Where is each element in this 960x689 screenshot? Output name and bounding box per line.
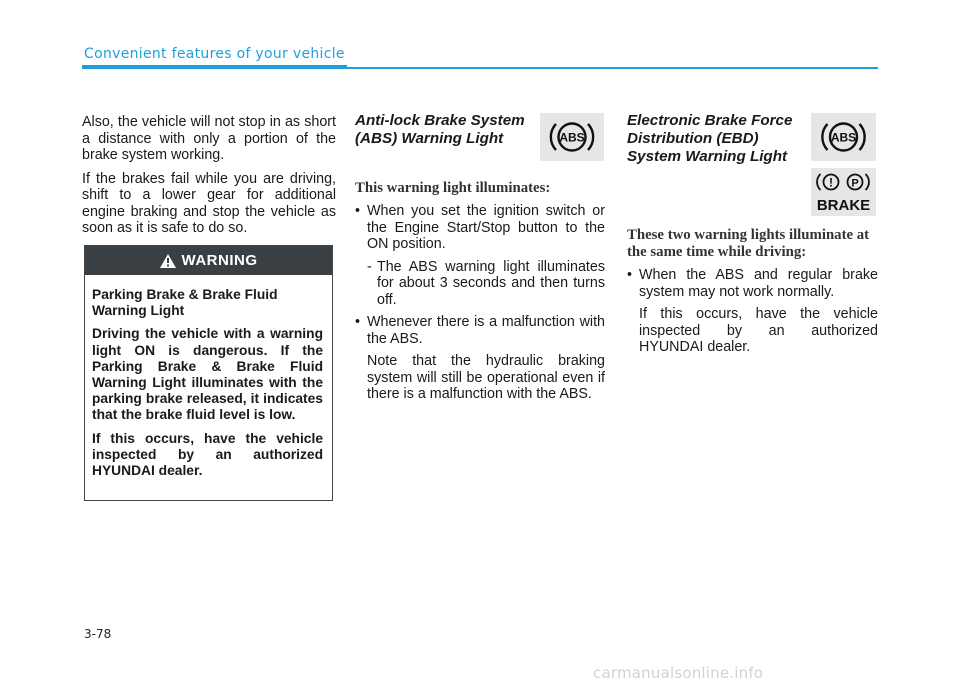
ebd-bullet-1: • When the ABS and regular brake system may not work normally. — [627, 267, 878, 300]
warning-paragraph-1: Driving the vehicle with a warning light ON is dangerous. If the Parking Brake & Brake Fluid Warning Light illuminates with the parking brake released, it indicates that the brake fluid level is low. — [92, 326, 323, 423]
abs-section-title: Anti-lock Brake System (ABS) Warning Light — [355, 112, 525, 147]
watermark: carmanualsonline.info — [593, 664, 764, 682]
page-number: 3-78 — [84, 627, 112, 641]
header-rule-thin — [347, 67, 878, 69]
abs-bullet-2: • Whenever there is a malfunction with the ABS. — [355, 314, 605, 347]
parking-brake-warning-icon — [811, 168, 876, 216]
warning-triangle-icon — [160, 254, 176, 268]
paragraph-partial-braking: Also, the vehicle will not stop in as short a distance with only a portion of the brake system working. — [82, 114, 336, 163]
abs-warning-icon — [540, 113, 604, 161]
warning-header — [85, 246, 332, 275]
brake-p-text: P — [851, 177, 859, 190]
warning-label: WARNING — [181, 252, 258, 269]
abs-bullet-1: • When you set the ignition switch or the Engine Start/Stop button to the ON position. — [355, 203, 605, 253]
abs-sub-item-text: The ABS warning light illuminates for about 3 seconds and then turns off. — [377, 258, 605, 308]
warning-title: Parking Brake & Brake Fluid Warning Light — [92, 287, 278, 319]
abs-note: Note that the hydraulic braking system will still be operational even if there is a malfunction with the ABS. — [367, 353, 605, 402]
ebd-note: If this occurs, have the vehicle inspected by an authorized HYUNDAI dealer. — [639, 306, 878, 355]
ebd-abs-icon-text: ABS — [830, 130, 857, 145]
abs-sub-item: - The ABS warning light illuminates for about 3 seconds and then turns off. — [367, 258, 605, 308]
warning-box — [84, 245, 333, 501]
warning-body — [85, 275, 332, 479]
abs-icon-text: ABS — [559, 130, 585, 145]
section-title: Convenient features of your vehicle — [84, 46, 345, 62]
paragraph-brake-fail: If the brakes fail while you are driving, shift to a lower gear for additional engine braking and stop the vehicle as soon as it is safe to do so. — [82, 170, 336, 236]
ebd-abs-warning-icon — [811, 113, 876, 161]
warning-paragraph-2: If this occurs, have the vehicle inspected by an authorized HYUNDAI dealer. — [92, 430, 323, 479]
column-brake-failure — [82, 114, 336, 244]
brake-exclaim-text: ! — [829, 175, 833, 190]
ebd-subhead: These two warning lights illuminate at the same time while driving: — [627, 227, 870, 260]
abs-subhead: This warning light illuminates: — [355, 180, 551, 196]
brake-label-text: BRAKE — [816, 197, 871, 214]
header-rule-thick — [82, 65, 347, 69]
ebd-section-title: Electronic Brake Force Distribution (EBD) System Warning Light — [627, 112, 793, 165]
